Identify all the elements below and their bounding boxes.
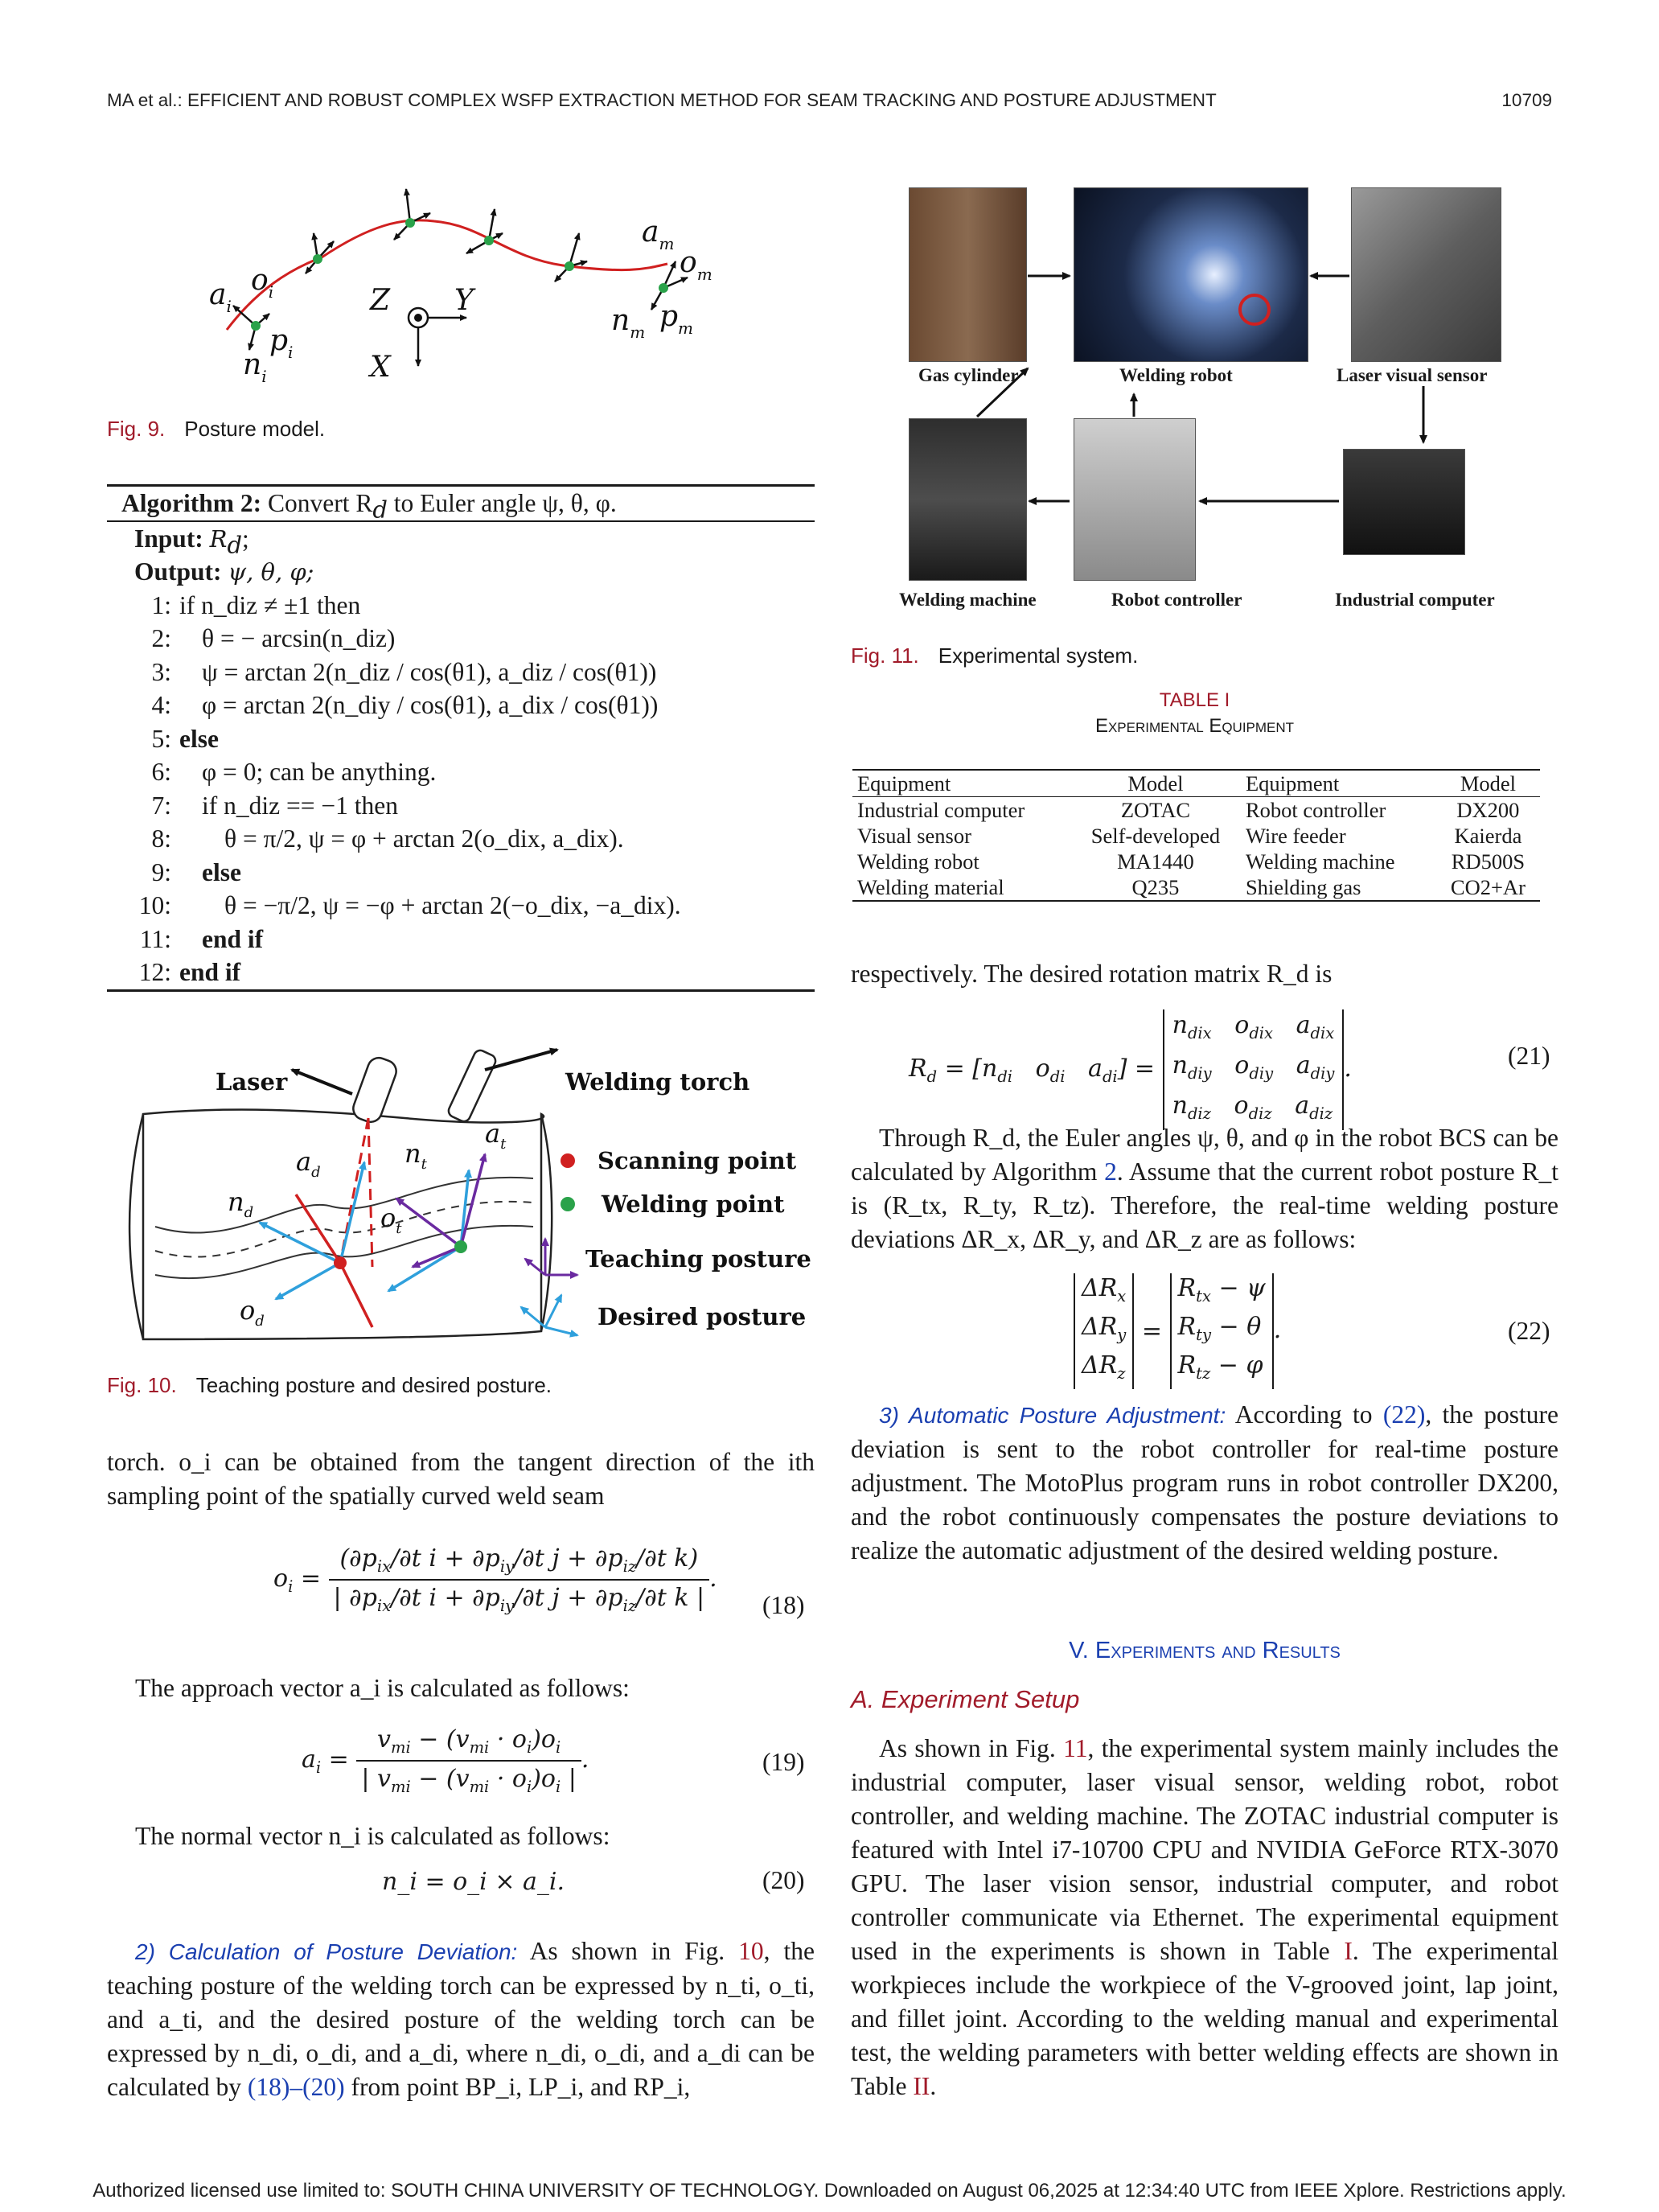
right-section-3: 3) Automatic Posture Adjustment: According to (22), the posture deviation is sent to the robot controller for real-time posture adjustment. The MotoPlus program runs in robot controller DX200, and the robot continuously compensates the posture deviations to realize the automatic adjustment of the desired welding posture.	[851, 1400, 1558, 1564]
algorithm-line-1: 1: if n_diz ≠ ±1 then	[151, 590, 361, 619]
weld-seam-curve	[227, 220, 667, 330]
fig9-label-om: $o_m$	[680, 246, 712, 284]
algorithm-line-10: 10: θ = −π/2, ψ = −φ + arctan 2(−o_dix, −a_dix).	[138, 891, 681, 919]
section-3-heading: 3) Automatic Posture Adjustment:	[879, 1403, 1226, 1428]
experimental-system-figure	[899, 183, 1504, 618]
algorithm-line-8: 8: θ = π/2, ψ = φ + arctan 2(o_dix, a_dix).	[151, 824, 624, 853]
fig9-label-ai: $a_i$	[209, 278, 232, 316]
vec-nt: $n_t$	[404, 1138, 427, 1173]
label-welding-machine: Welding machine	[899, 590, 1037, 610]
algorithm-line-4: 4: φ = arctan 2(n_diy / cos(θ1), a_dix / cos(θ1))	[151, 691, 659, 719]
fig9-label-y: Y	[454, 284, 474, 317]
legend-scanning-point: Scanning point	[597, 1147, 797, 1174]
table-header: Model	[1127, 771, 1184, 796]
equation-19: $a_i$ = $\frac{v_{mi} - (v_{mi} \cdot o_i)o_i}{| v_{mi} - (v_{mi} \cdot o_i)o_i |}$ .	[302, 1725, 589, 1796]
running-title: MA et al.: EFFICIENT AND ROBUST COMPLEX WSFP EXTRACTION METHOD FOR SEAM TRACKING AND POSTURE ADJUSTMENT	[107, 90, 1217, 110]
right-paragraph-1: respectively. The desired rotation matrix R_d is	[851, 960, 1333, 988]
left-paragraph-2: The approach vector a_i is calculated as follows:	[135, 1674, 630, 1702]
legend-desired-posture: Desired posture	[597, 1303, 807, 1330]
equation-22: $\Delta R_x$ $\Delta R_y$ $\Delta R_z = R_{tx} - \psi$ $R_{ty} - \theta$ $R_{tz} - \varphi$.	[1074, 1273, 1281, 1389]
experimental-equipment-table	[852, 769, 1540, 902]
left-paragraph-1: torch. o_i can be obtained from the tangent direction of the ith sampling point of the spatially curved weld seam	[107, 1448, 815, 1510]
fig11-caption: Fig. 11. Experimental system.	[851, 643, 1139, 668]
left-column-text-top	[107, 1445, 815, 1513]
fig9-label-oi: $o_i$	[251, 264, 274, 302]
algorithm-output: Output: ψ, θ, φ;	[134, 557, 314, 586]
equation-18: $o_i$ = $\frac{(\partial p_{ix}/\partial t i + \partial p_{iy}/\partial t j + \partial p_{iz}/\partial t k)}{| \partial p_{ix}/\partial t i + \partial p_{iy}/\partial t j + \partial p_{iz}/\partial t k |}$ .	[273, 1544, 717, 1615]
left-paragraph-3: The normal vector n_i is calculated as follows:	[135, 1822, 610, 1850]
page-number: 10709	[1501, 90, 1552, 110]
equation-19-number: (19)	[762, 1748, 805, 1776]
equation-20: n_i = o_i × a_i.	[382, 1868, 565, 1896]
equation-20-number: (20)	[762, 1866, 805, 1894]
equation-21: $R_d = [n_{di}$ $o_{di}$ $a_{di}] = n_{dix}$ $o_{dix}$ $a_{dix}$ $n_{diy}$ $o_{diy}$ $a_{diy}$ $n_{diz}$ $o_{diz}$ $a_{diz}$.	[909, 1009, 1352, 1130]
algorithm-line-3: 3: ψ = arctan 2(n_diz / cos(θ1), a_diz / cos(θ1))	[151, 657, 657, 686]
vec-ad: $a_d$	[296, 1146, 321, 1181]
fig9-label-x: X	[370, 351, 391, 384]
algorithm-2-ref[interactable]: 2	[1104, 1157, 1117, 1186]
algorithm-line-9: 9: else	[151, 857, 241, 886]
legend-torch: Welding torch	[565, 1068, 750, 1096]
equation-22-number: (22)	[1508, 1317, 1550, 1345]
legend-teaching-posture: Teaching posture	[585, 1245, 811, 1273]
table-row: Visual sensor Self-developed Wire feeder Kaierda	[857, 824, 1522, 848]
label-welding-robot: Welding robot	[1119, 365, 1233, 385]
algorithm-title: Algorithm 2: Convert $R_d$ to Euler angle ψ, θ, φ.	[121, 489, 617, 524]
algorithm-2	[107, 484, 815, 992]
vec-ot: $o_t$	[380, 1203, 402, 1237]
table-row: Welding robot MA1440 Welding machine RD500S	[857, 849, 1526, 874]
table-row: Welding material Q235 Shielding gas CO2+Ar	[852, 874, 1540, 901]
algorithm-line-11: 11: end if	[139, 924, 264, 953]
left-section-2: 2) Calculation of Posture Deviation: As shown in Fig. 10, the teaching posture of the welding torch can be expressed by n_ti, o_ti, and a_ti, and the desired posture of the welding torch can be expressed by n_di, o_di, and a_di, where n_di, o_di, and a_di can be calculated by (18)–(20) from point BP_i, LP_i, and RP_i,	[107, 1937, 815, 2101]
table-header: Equipment	[1245, 771, 1340, 796]
algorithm-line-2: 2: θ = − arcsin(n_diz)	[151, 624, 396, 652]
table-row: Industrial computer ZOTAC Robot controller DX200	[857, 798, 1520, 822]
equation-21-number: (21)	[1508, 1042, 1550, 1070]
vec-at: $a_t$	[485, 1118, 507, 1153]
section-v-heading: V. Experiments and Results	[1069, 1638, 1341, 1663]
algorithm-line-12: 12: end if	[138, 958, 241, 986]
table-title: Experimental Equipment	[1094, 715, 1295, 737]
fig9-label-am: $a_m$	[642, 216, 675, 253]
fig9-label-ni: $n_i$	[243, 348, 267, 386]
fig9-label-pm: $p_m$	[659, 300, 694, 338]
vec-od: $o_d$	[240, 1295, 265, 1330]
table-header: Model	[1460, 771, 1517, 796]
fig9-label-pi: $p_i$	[269, 324, 294, 362]
table1-ref[interactable]: I	[1344, 1937, 1353, 1965]
eq18-20-ref[interactable]: (18)–(20)	[247, 2073, 345, 2101]
running-header	[107, 90, 1552, 111]
fig10-caption: Fig. 10. Teaching posture and desired posture.	[107, 1373, 552, 1397]
fig10-ref[interactable]: 10	[738, 1937, 764, 1965]
equation-18-number: (18)	[762, 1591, 805, 1619]
algorithm-line-6: 6: φ = 0; can be anything.	[151, 758, 437, 786]
legend-welding-point: Welding point	[602, 1190, 785, 1218]
label-gas-cylinder: Gas cylinder	[918, 365, 1019, 385]
license-footer: Authorized licensed use limited to: SOUTH CHINA UNIVERSITY OF TECHNOLOGY. Downloaded on August 06,2025 at 12:34:40 UTC from IEEE Xplore. Restrictions apply.	[92, 2180, 1567, 2202]
laser-head	[350, 1055, 399, 1125]
vec-nd: $n_d$	[228, 1186, 254, 1221]
torch-head	[446, 1048, 497, 1123]
algorithm-line-7: 7: if n_diz == −1 then	[151, 791, 399, 820]
legend-laser: Laser	[216, 1068, 288, 1096]
table-header: Equipment	[857, 771, 951, 796]
right-paragraph-2: Through R_d, the Euler angles ψ, θ, and φ in the robot BCS can be calculated by Algorithm 2. Assume that the current robot posture R_t is (R_tx, R_ty, R_tz). Therefore, the real-time welding posture deviations ΔR_x, ΔR_y, and ΔR_z are as follows:	[851, 1124, 1559, 1253]
teaching-desired-posture-figure	[107, 1034, 815, 1355]
fig9-label-nm: $n_m$	[611, 304, 646, 342]
fig9-caption: Fig. 9. Posture model.	[107, 417, 326, 441]
eq22-ref[interactable]: (22)	[1382, 1400, 1426, 1429]
table2-ref[interactable]: II	[913, 2072, 930, 2100]
section-2-heading: 2) Calculation of Posture Deviation:	[135, 1939, 518, 1964]
algorithm-input: Input: $R_d$;	[134, 524, 249, 558]
right-paragraph-3: As shown in Fig. 11, the experimental system mainly includes the industrial computer, laser visual sensor, welding robot, robot controller, and welding machine. The ZOTAC industrial computer is featured with Intel i7-10700 CPU and NVIDIA GeForce RTX-3070 GPU. The laser vision sensor, industrial computer, and robot controller communicate via Ethernet. The experimental equipment used in the experiments is shown in Table I. The experimental workpieces include the workpiece of the V-grooved joint, lap joint, and fillet joint. According to the welding manual and experimental test, the welding parameters with better welding effects are shown in Table II.	[851, 1734, 1558, 2100]
posture-model-figure	[193, 177, 740, 394]
label-industrial-computer: Industrial computer	[1335, 590, 1495, 610]
subsection-a-heading: A. Experiment Setup	[851, 1685, 1080, 1713]
label-robot-controller: Robot controller	[1111, 590, 1242, 610]
label-laser-visual-sensor: Laser visual sensor	[1337, 365, 1488, 385]
algorithm-line-5: 5: else	[151, 724, 219, 753]
fig9-label-z: Z	[370, 284, 391, 317]
table-number: TABLE I	[1159, 689, 1230, 711]
workpiece-outline	[143, 1110, 544, 1339]
fig11-ref[interactable]: 11	[1063, 1734, 1088, 1762]
